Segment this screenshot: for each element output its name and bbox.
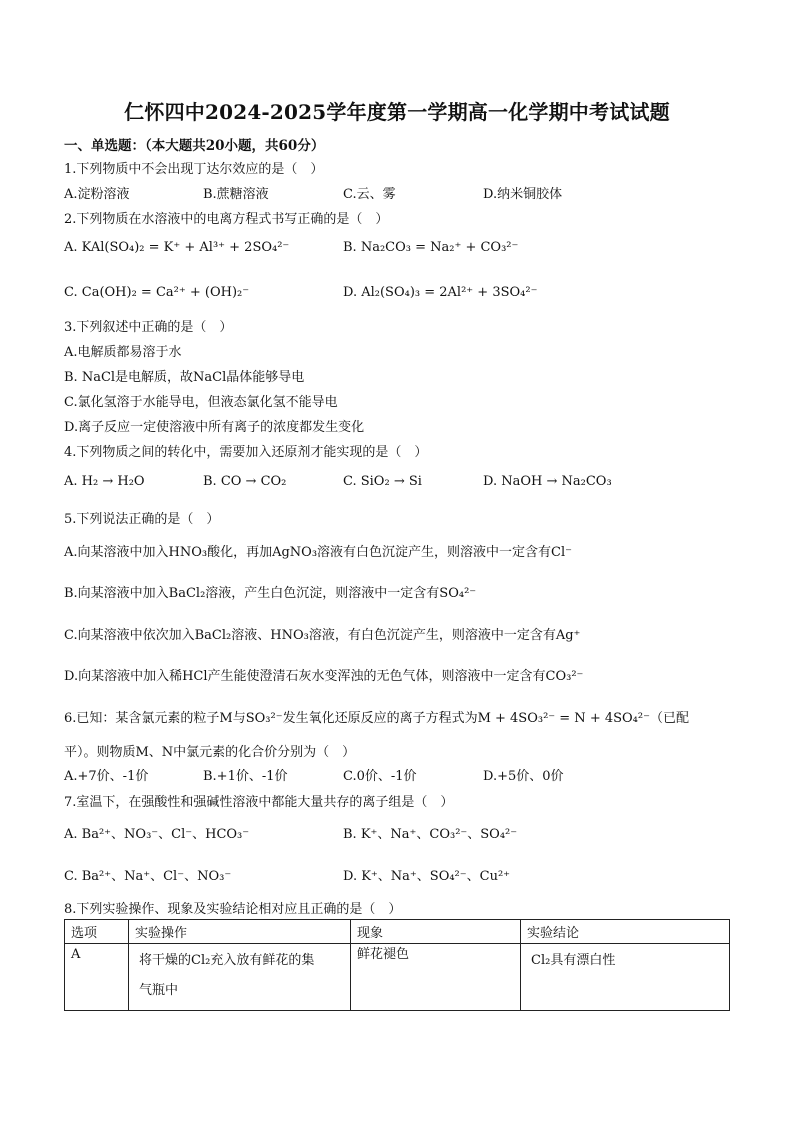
operation-line-2: 气瓶中 <box>139 983 179 998</box>
question-3-stem: 3.下列叙述中正确的是（ ） <box>64 320 233 335</box>
question-1-option-d: D.纳米铜胶体 <box>483 187 563 202</box>
table-header-operation: 实验操作 <box>129 920 351 944</box>
question-5-option-d: D.向某溶液中加入稀HCl产生能使澄清石灰水变浑浊的无色气体，则溶液中一定含有CO₃²⁻ <box>64 669 584 684</box>
question-2-option-d: D. Al₂(SO₄)₃ = 2Al²⁺ + 3SO₄²⁻ <box>343 285 538 300</box>
table-cell-phenomenon: 鲜花褪色 <box>351 944 521 1011</box>
question-2-option-c: C. Ca(OH)₂ = Ca²⁺ + (OH)₂⁻ <box>64 285 250 300</box>
question-4-option-d: D. NaOH → Na₂CO₃ <box>483 474 612 489</box>
question-3-option-d: D.离子反应一定使溶液中所有离子的浓度都发生变化 <box>64 420 365 435</box>
page-title: 仁怀四中2024-2025学年度第一学期高一化学期中考试试题 <box>124 100 670 124</box>
question-6-stem-line-1: 6.已知：某含氯元素的粒子M与SO₃²⁻发生氧化还原反应的离子方程式为M + 4SO₃²⁻ = N + 4SO₄²⁻（已配 <box>64 711 689 726</box>
question-5-option-c: C.向某溶液中依次加入BaCl₂溶液、HNO₃溶液，有白色沉淀产生，则溶液中一定含有Ag⁺ <box>64 628 581 643</box>
experiment-table <box>64 919 730 1011</box>
question-5-option-b: B.向某溶液中加入BaCl₂溶液，产生白色沉淀，则溶液中一定含有SO₄²⁻ <box>64 586 477 601</box>
question-2-option-b: B. Na₂CO₃ = Na₂⁺ + CO₃²⁻ <box>343 240 519 255</box>
question-3-option-c: C.氯化氢溶于水能导电，但液态氯化氢不能导电 <box>64 395 338 410</box>
question-6-option-d: D.+5价、0价 <box>483 769 564 784</box>
table-cell-operation <box>129 944 351 1011</box>
question-6-option-a: A.+7价、-1价 <box>64 769 149 784</box>
question-5-stem: 5.下列说法正确的是（ ） <box>64 512 220 527</box>
question-3-option-a: A.电解质都易溶于水 <box>64 345 182 360</box>
question-4-stem: 4.下列物质之间的转化中，需要加入还原剂才能实现的是（ ） <box>64 445 428 460</box>
table-row <box>65 944 730 1011</box>
question-6-option-c: C.0价、-1价 <box>343 769 417 784</box>
table-cell-option: A <box>65 944 129 1011</box>
question-1-option-a: A.淀粉溶液 <box>64 187 130 202</box>
table-header-conclusion: 实验结论 <box>521 920 730 944</box>
table-header-option: 选项 <box>65 920 129 944</box>
question-4-option-b: B. CO → CO₂ <box>203 474 287 489</box>
question-8-stem: 8.下列实验操作、现象及实验结论相对应且正确的是（ ） <box>64 902 402 917</box>
question-2-option-a: A. KAl(SO₄)₂ = K⁺ + Al³⁺ + 2SO₄²⁻ <box>64 240 290 255</box>
question-7-stem: 7.室温下，在强酸性和强碱性溶液中都能大量共存的离子组是（ ） <box>64 795 454 810</box>
question-4-option-c: C. SiO₂ → Si <box>343 474 422 489</box>
question-5-option-a: A.向某溶液中加入HNO₃酸化，再加AgNO₃溶液有白色沉淀产生，则溶液中一定含有Cl⁻ <box>64 545 573 560</box>
operation-line-1: 将干燥的Cl₂充入放有鲜花的集 <box>139 953 315 968</box>
question-7-option-c: C. Ba²⁺、Na⁺、Cl⁻、NO₃⁻ <box>64 869 232 884</box>
question-6-stem-line-2: 平）。则物质M、N中氯元素的化合价分别为（ ） <box>64 745 356 760</box>
table-cell-conclusion: Cl₂具有漂白性 <box>521 944 730 1011</box>
question-1-stem: 1.下列物质中不会出现丁达尔效应的是（ ） <box>64 162 324 177</box>
table-header-row <box>65 920 730 944</box>
question-1-option-b: B.蔗糖溶液 <box>203 187 269 202</box>
question-2-stem: 2.下列物质在水溶液中的电离方程式书写正确的是（ ） <box>64 212 389 227</box>
question-3-option-b: B. NaCl是电解质，故NaCl晶体能够导电 <box>64 370 305 385</box>
question-1-option-c: C.云、雾 <box>343 187 396 202</box>
question-7-option-a: A. Ba²⁺、NO₃⁻、Cl⁻、HCO₃⁻ <box>64 827 250 842</box>
question-6-option-b: B.+1价、-1价 <box>203 769 288 784</box>
question-4-option-a: A. H₂ → H₂O <box>64 474 145 489</box>
question-7-option-b: B. K⁺、Na⁺、CO₃²⁻、SO₄²⁻ <box>343 827 518 842</box>
section-heading: 一、单选题：（本大题共20小题，共60分） <box>64 138 325 154</box>
table-header-phenomenon: 现象 <box>351 920 521 944</box>
question-7-option-d: D. K⁺、Na⁺、SO₄²⁻、Cu²⁺ <box>343 869 511 884</box>
